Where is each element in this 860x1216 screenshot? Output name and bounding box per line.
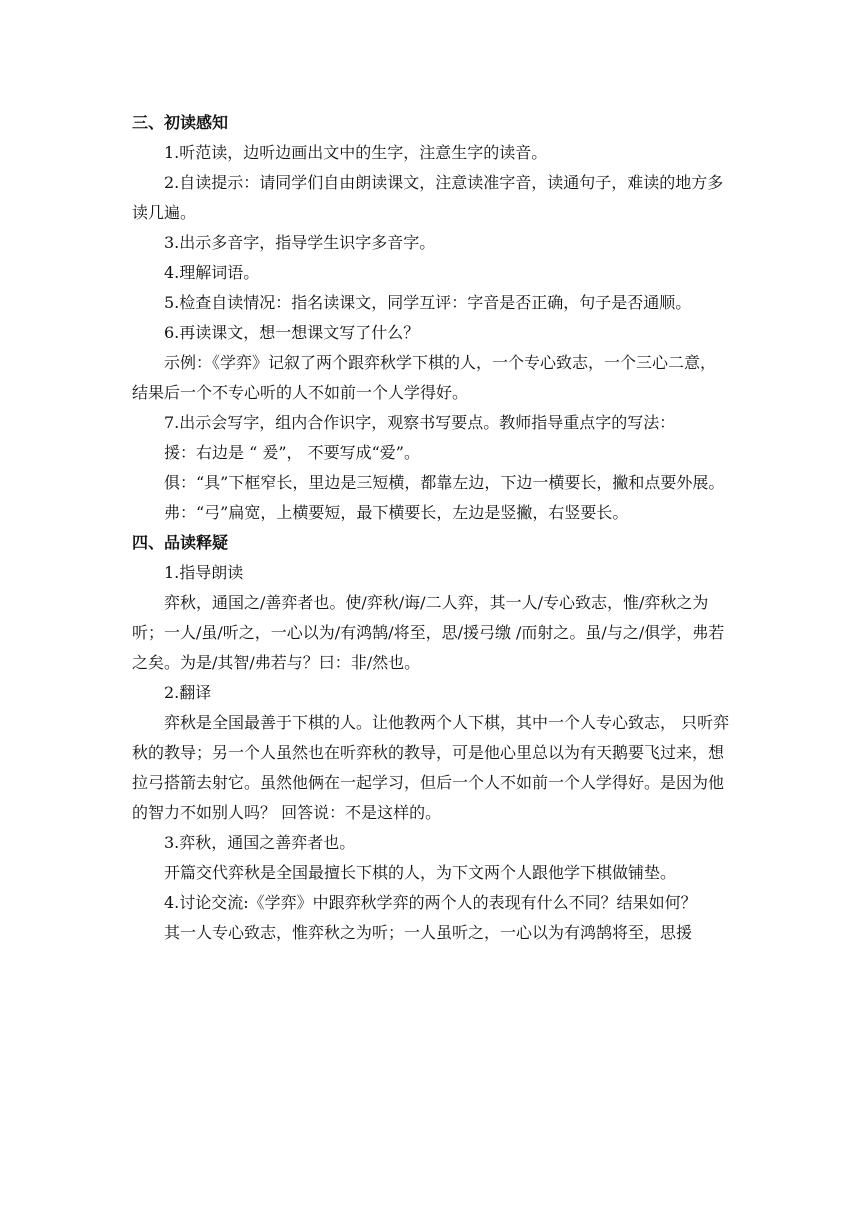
paragraph: 3.出示多音字，指导学生识字多音字。 xyxy=(164,233,436,252)
paragraph: 弈秋，通国之/善弈者也。使/弈秋/诲/二人弈，其一人/专心致志，惟/弈秋之为听；一人/虽/听之，一心以为/有鸿鹄/将至，思/援弓缴 /而射之。虽/与之/俱学，弗若之矣。为是/其智/弗若与？曰：非/然也。 xyxy=(132,593,725,672)
paragraph: 俱：“具”下框窄长，里边是三短横，都靠左边，下边一横要长，撇和点要外展。 xyxy=(164,473,725,492)
paragraph: 开篇交代弈秋是全国最擅长下棋的人，为下文两个人跟他学下棋做铺垫。 xyxy=(164,863,677,882)
paragraph: 4.讨论交流:《学弈》中跟弈秋学弈的两个人的表现有什么不同？结果如何？ xyxy=(164,893,697,912)
paragraph: 2.自读提示：请同学们自由朗读课文，注意读准字音，读通句子，难读的地方多读几遍。 xyxy=(132,173,724,222)
paragraph: 其一人专心致志，惟弈秋之为听；一人虽听之，一心以为有鸿鹄将至，思援 xyxy=(164,923,693,942)
paragraph: 弗：“弓”扁宽，上横要短，最下横要长，左边是竖撇，右竖要长。 xyxy=(164,503,629,522)
paragraph: 援：右边是 “ 爰”， 不要写成“爱”。 xyxy=(164,443,420,462)
paragraph: 6.再读课文，想一想课文写了什么？ xyxy=(164,323,420,342)
paragraph: 2.翻译 xyxy=(164,683,212,702)
paragraph: 1.指导朗读 xyxy=(164,563,244,582)
section-heading-first-reading: 三、初读感知 xyxy=(132,113,229,132)
paragraph: 弈秋是全国最善于下棋的人。让他教两个人下棋，其中一个人专心致志， 只听弈秋的教导；另一个人虽然也在听弈秋的教导，可是他心里总以为有天鹅要飞过来，想拉弓搭箭去射它。虽然他俩在一起学习，但后一个人不如前一个人学得好。是因为他的智力不如别人吗？ 回答说：不是这样的。 xyxy=(132,713,730,822)
paragraph: 7.出示会写字，组内合作识字，观察书写要点。教师指导重点字的写法： xyxy=(164,413,676,432)
paragraph: 5.检查自读情况：指名读课文，同学互评：字音是否正确，句子是否通顺。 xyxy=(164,293,692,312)
section-heading-close-reading: 四、品读释疑 xyxy=(132,533,229,552)
paragraph: 示例：《学弈》记叙了两个跟弈秋学下棋的人，一个专心致志，一个三心二意，结果后一个不专心听的人不如前一个人学得好。 xyxy=(132,353,717,402)
paragraph: 4.理解词语。 xyxy=(164,263,260,282)
paragraph: 1.听范读，边听边画出文中的生字，注意生字的读音。 xyxy=(164,143,548,162)
paragraph: 3.弈秋，通国之善弈者也。 xyxy=(164,833,356,852)
document-body xyxy=(132,108,730,948)
